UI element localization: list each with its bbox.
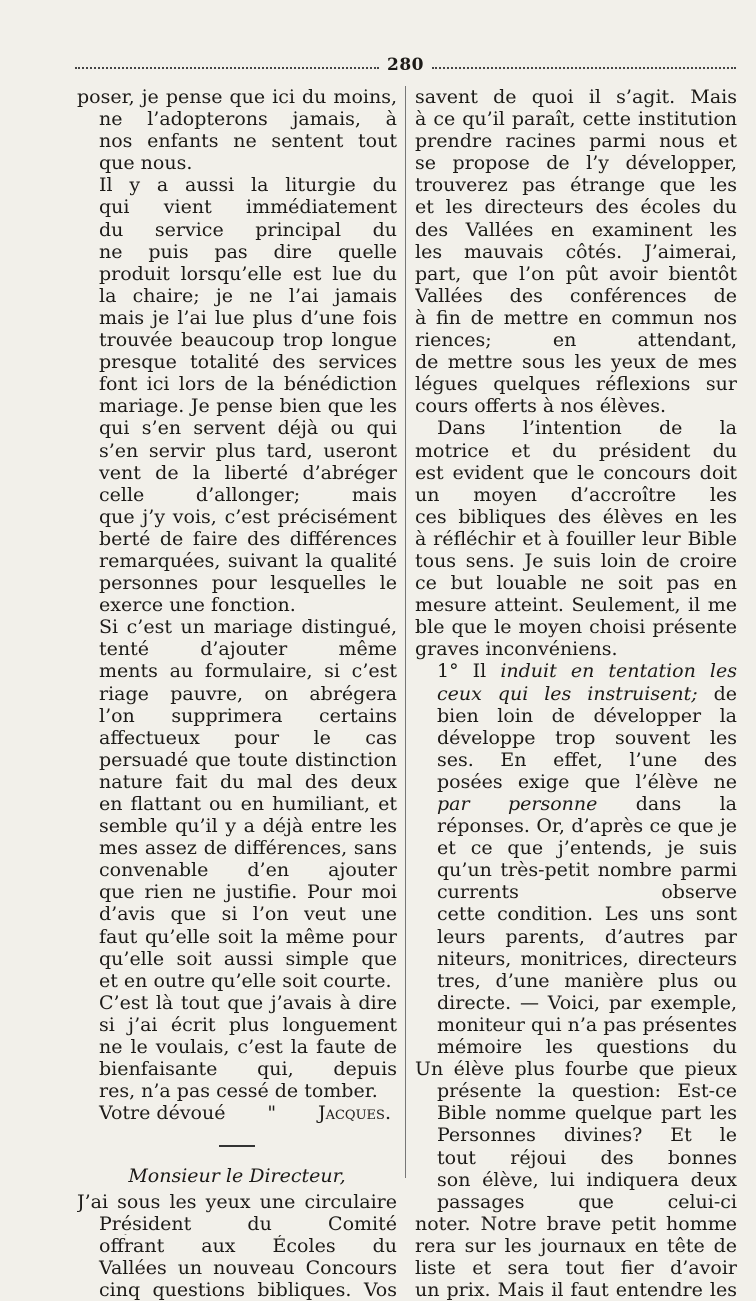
text-line: motrice et du président du <box>415 439 737 462</box>
text-line: les mauvais côtés. J’aimerai, <box>415 240 737 263</box>
page-header <box>75 52 736 78</box>
text-line: cours offerts à nos élèves. <box>415 395 667 418</box>
signature-line <box>77 1102 397 1124</box>
text-line: liste et sera tout fier d’avoir <box>415 1256 737 1279</box>
text-line: mes assez de différences, sans <box>99 837 397 860</box>
text-line: de mettre sous les yeux de mes <box>415 351 737 374</box>
salutation: Monsieur le Directeur, <box>128 1164 346 1187</box>
text-line: la chaire; je ne l’ai jamais <box>99 284 397 307</box>
text-line: savent de quoi il s’agit. Mais <box>415 86 737 108</box>
text-line: Dans l’intention de la <box>437 417 737 440</box>
text-line: un prix. Mais il faut entendre les <box>415 1279 737 1301</box>
text-line: mariage. Je pense bien que les <box>99 395 397 418</box>
text-line: nos enfants ne sentent tout <box>99 130 397 153</box>
text-line: riage pauvre, on abrégera <box>99 682 397 705</box>
text-line: est evident que le concours doit <box>415 461 737 484</box>
text-line: poser, je pense que ici du moins, <box>77 86 397 108</box>
paragraph-4 <box>77 992 397 1102</box>
text-line: ne le voulais, c’est la faute de <box>99 1036 397 1059</box>
paragraph-1 <box>415 86 737 417</box>
text-line: part, que l’on pût avoir bientôt <box>415 262 737 285</box>
text-line: Président du Comité <box>99 1212 397 1235</box>
text-line: tres, d’une manière plus ou <box>437 969 737 992</box>
text-line: et ce que j’entends, je suis <box>437 837 737 860</box>
text-line: l’on supprimera certains <box>99 704 397 727</box>
text-line: Il y a aussi la liturgie du <box>99 174 397 197</box>
emphasis-text: induit en tentation les <box>500 660 737 683</box>
text-line: J’ai sous les yeux une circulaire <box>77 1190 397 1213</box>
text-line: bien loin de développer la <box>437 704 737 727</box>
text-line: persuadé que toute distinction <box>99 748 397 771</box>
text-fragment: dans la <box>635 793 737 815</box>
text-line: si j’ai écrit plus longuement <box>99 1013 397 1036</box>
text-line: à réfléchir et à fouiller leur Bible <box>415 527 737 550</box>
text-line: berté de faire des différences <box>99 527 397 550</box>
text-line: ces bibliques des élèves en les <box>415 505 737 528</box>
text-line: ne puis pas dire quelle <box>99 240 397 263</box>
text-line: qu’elle soit aussi simple que <box>99 947 397 970</box>
emphasis-text: ceux qui les instruisent; <box>437 682 698 705</box>
text-line: à ce qu’il paraît, cette institution <box>415 108 737 131</box>
text-line: Bible nomme quelque part les <box>437 1102 737 1125</box>
text-line: que j’y vois, c’est précisément <box>99 505 397 528</box>
text-line: qui vient immédiatement <box>99 196 397 219</box>
text-line <box>415 793 737 815</box>
text-line <box>415 660 737 682</box>
text-line: s’en servir plus tard, useront <box>99 439 397 462</box>
text-line: trouvée beaucoup trop longue <box>99 329 397 352</box>
text-line: font ici lors de la bénédiction <box>99 373 397 396</box>
paragraph-2 <box>415 417 737 660</box>
text-line: mesure atteint. Seulement, il me <box>415 594 737 617</box>
text-line: à fin de mettre en commun nos <box>415 306 737 329</box>
text-line: convenable d’en ajouter <box>99 859 397 882</box>
text-line: du service principal du <box>99 218 397 241</box>
right-column <box>415 86 737 1301</box>
section-separator <box>77 1134 397 1156</box>
text-line: ments au formulaire, si c’est <box>99 660 397 683</box>
text-line: Si c’est un mariage distingué, <box>99 616 397 639</box>
text-line: réponses. Or, d’après ce que je <box>437 815 737 838</box>
page-number: 280 <box>387 55 424 75</box>
text-line: ble que le moyen choisi présente <box>415 616 737 639</box>
text-line: C’est là tout que j’avais à dire <box>99 991 397 1014</box>
text-line: développe trop souvent les <box>437 726 737 749</box>
text-line: vent de la liberté d’abréger <box>99 461 397 484</box>
text-line: niteurs, monitrices, directeurs <box>437 947 737 970</box>
text-line: moniteur qui n’a pas présentes <box>437 1013 737 1036</box>
text-line: et les directeurs des écoles du <box>415 196 737 219</box>
text-line: passages que celui-ci <box>437 1190 737 1213</box>
text-line: graves inconvéniens. <box>415 638 618 661</box>
text-line: leurs parents, d’autres par <box>437 925 737 948</box>
text-line: faut qu’elle soit la même pour <box>99 925 397 948</box>
text-line: mémoire les questions du <box>437 1036 737 1059</box>
text-line: légues quelques réflexions sur <box>415 373 737 396</box>
text-line: remarquées, suivant la qualité <box>99 549 397 572</box>
text-line: se propose de l’y développer, <box>415 152 737 175</box>
ditto-mark: " <box>267 1102 277 1125</box>
text-line: exerce une fonction. <box>99 594 296 617</box>
text-line: semble qu’il y a déjà entre les <box>99 815 397 838</box>
text-line: qu’un très-petit nombre parmi <box>437 859 737 882</box>
text-line: ses. En effet, l’une des <box>437 748 737 771</box>
text-line: et en outre qu’elle soit courte. <box>99 969 392 992</box>
text-line: currents observe <box>437 881 737 904</box>
text-line: cette condition. Les uns sont <box>437 903 737 926</box>
text-line: son élève, lui indiquera deux <box>437 1168 737 1191</box>
text-line <box>415 683 737 705</box>
text-line: Un élève plus fourbe que pieux <box>415 1058 737 1081</box>
emphasis-text: par personne <box>437 793 598 815</box>
header-rule-left <box>75 67 379 69</box>
text-line: trouverez pas étrange que les <box>415 174 737 197</box>
text-line: Vallées des conférences de <box>415 284 737 307</box>
text-line: tout réjoui des bonnes <box>437 1146 737 1169</box>
list-marker: 1° Il <box>437 660 487 683</box>
text-line: cinq questions bibliques. Vos <box>99 1278 397 1301</box>
text-line: ne l’adopterons jamais, à <box>99 108 397 131</box>
text-line: Vallées un nouveau Concours <box>99 1256 397 1279</box>
left-column <box>77 86 397 1301</box>
text-line: qui s’en servent déjà ou qui <box>99 417 397 440</box>
paragraph-3 <box>415 660 737 1301</box>
text-line: un moyen d’accroître les <box>415 483 737 506</box>
text-line: res, n’a pas cessé de tomber. <box>99 1080 378 1103</box>
signature: Jacques. <box>317 1102 391 1125</box>
text-line: Personnes divines? Et le <box>437 1124 737 1147</box>
text-line: posées exige que l’élève ne <box>437 770 737 793</box>
text-line: tous sens. Je suis loin de croire <box>415 549 737 572</box>
text-line: que nous. <box>99 152 193 175</box>
paragraph-1 <box>77 86 397 174</box>
paragraph-2 <box>77 174 397 616</box>
text-line: présente la question: Est-ce <box>437 1080 737 1103</box>
text-line: riences; en attendant, <box>415 329 737 352</box>
text-line: des Vallées en examinent les <box>415 218 737 241</box>
paragraph-5 <box>77 1191 397 1301</box>
text-line: que rien ne justifie. Pour moi <box>99 881 397 904</box>
text-line: mais je l’ai lue plus d’une fois <box>99 306 397 329</box>
text-line: nature fait du mal des deux <box>99 770 397 793</box>
text-line: bienfaisante qui, depuis <box>99 1058 397 1081</box>
column-divider <box>405 86 406 1178</box>
text-line: tenté d’ajouter même <box>99 638 397 661</box>
text-fragment: de <box>713 682 737 705</box>
text-line: noter. Notre brave petit homme <box>415 1212 737 1235</box>
text-line: offrant aux Écoles du <box>99 1234 397 1257</box>
text-line: produit lorsqu’elle est lue du <box>99 262 397 285</box>
text-line: ce but louable ne soit pas en <box>415 572 737 595</box>
header-rule-right <box>432 67 736 69</box>
text-line: presque totalité des services <box>99 351 397 374</box>
paragraph-3 <box>77 616 397 992</box>
text-line: affectueux pour le cas <box>99 726 397 749</box>
text-line: personnes pour lesquelles le <box>99 572 397 595</box>
text-line: celle d’allonger; mais <box>99 483 397 506</box>
text-line: prendre racines parmi nous et <box>415 130 737 153</box>
text-line: rera sur les journaux en tête de <box>415 1234 737 1257</box>
text-line: en flattant ou en humiliant, et <box>99 793 397 815</box>
text-line: directe. — Voici, par exemple, <box>437 991 737 1014</box>
text-line: d’avis que si l’on veut une <box>99 903 397 926</box>
closing-text: Votre dévoué <box>99 1102 226 1125</box>
